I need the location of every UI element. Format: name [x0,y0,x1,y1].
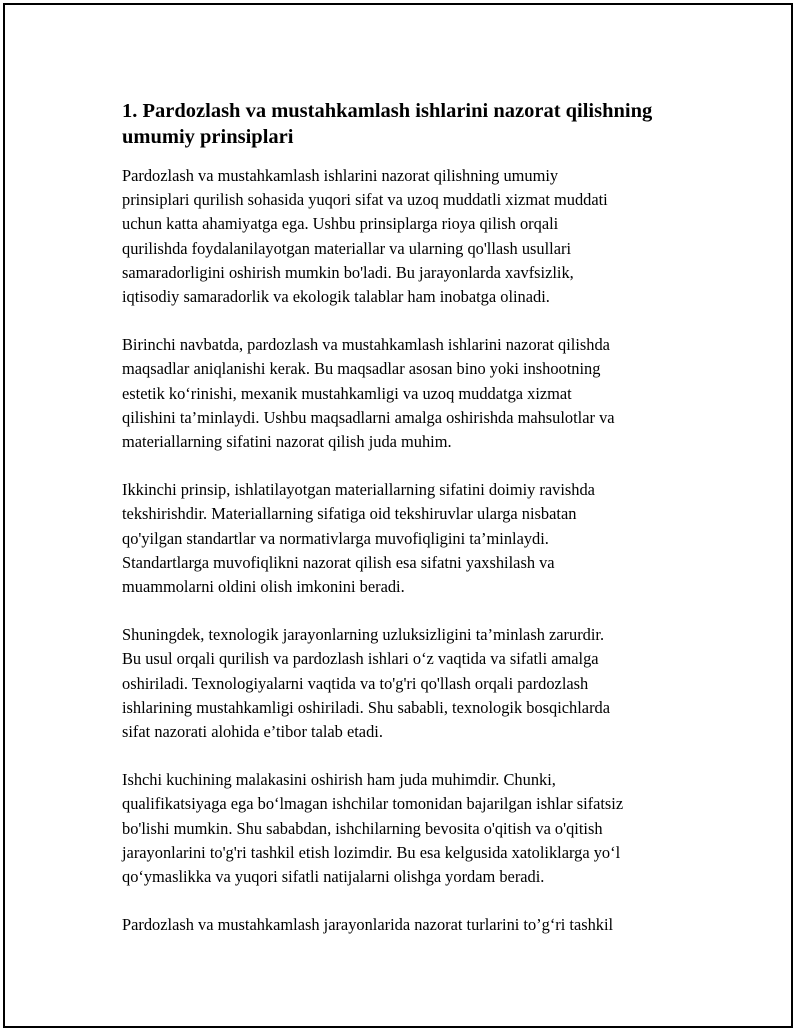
paragraph-2: Birinchi navbatda, pardozlash va mustahkamlash ishlarini nazorat qilishda maqsadlar aniqlanishi kerak. Bu maqsadlar asosan bino yoki inshootning estetik ko‘rinishi, mexanik mustahkamligi va uzoq muddatga xizmat qilishini ta’minlaydi. Ushbu maqsadlarni amalga oshirishda mahsulotlar va materiallarning sifatini nazorat qilish juda muhim. [122,335,615,452]
paragraph-3: Ikkinchi prinsip, ishlatilayotgan materiallarning sifatini doimiy ravishda tekshirishdir. Materiallarning sifatiga oid tekshiruvlar ularga nisbatan qo'yilgan standartlar va normativlarga muvofiqligini ta’minlaydi. Standartlarga muvofiqlikni nazorat qilish esa sifatni yaxshilash va muammolarni oldini olish imkonini beradi. [122,480,595,597]
page-frame [3,3,793,1028]
paragraph-4: Shuningdek, texnologik jarayonlarning uzluksizligini ta’minlash zarurdir. Bu usul orqali qurilish va pardozlash ishlari o‘z vaqtida va sifatli amalga oshiriladi. Texnologiyalarni vaqtida va to'g'ri qo'llash orqali pardozlash ishlarining mustahkamligi oshiriladi. Shu sababli, texnologik bosqichlarda sifat nazorati alohida e’tibor talab etadi. [122,625,611,742]
paragraph-6: Pardozlash va mustahkamlash jarayonlarida nazorat turlarini to’g‘ri tashkil [122,915,614,935]
document-body [122,98,682,961]
paragraph-1: Pardozlash va mustahkamlash ishlarini nazorat qilishning umumiy prinsiplari qurilish sohasida yuqori sifat va uzoq muddatli xizmat muddati uchun katta ahamiyatga ega. Ushbu prinsiplarga rioya qilish orqali qurilishda foydalanilayotgan materiallar va ularning qo'llash usullari samaradorligini oshirish mumkin bo'ladi. Bu jarayonlarda xavfsizlik, iqtisodiy samaradorlik va ekologik talablar ham inobatga olinadi. [122,166,608,307]
section-heading: 1. Pardozlash va mustahkamlash ishlarini nazorat qilishning umumiy prinsiplari [122,100,653,148]
paragraph-5: Ishchi kuchining malakasini oshirish ham juda muhimdir. Chunki, qualifikatsiyaga ega bo‘lmagan ishchilar tomonidan bajarilgan ishlar sifatsiz bo'lishi mumkin. Shu sababdan, ishchilarning bevosita o'qitish va o'qitish jarayonlarini to'g'ri tashkil etish lozimdir. Bu esa kelgusida xatoliklarga yo‘l qo‘ymaslikka va yuqori sifatli natijalarni olishga yordam beradi. [122,770,624,887]
